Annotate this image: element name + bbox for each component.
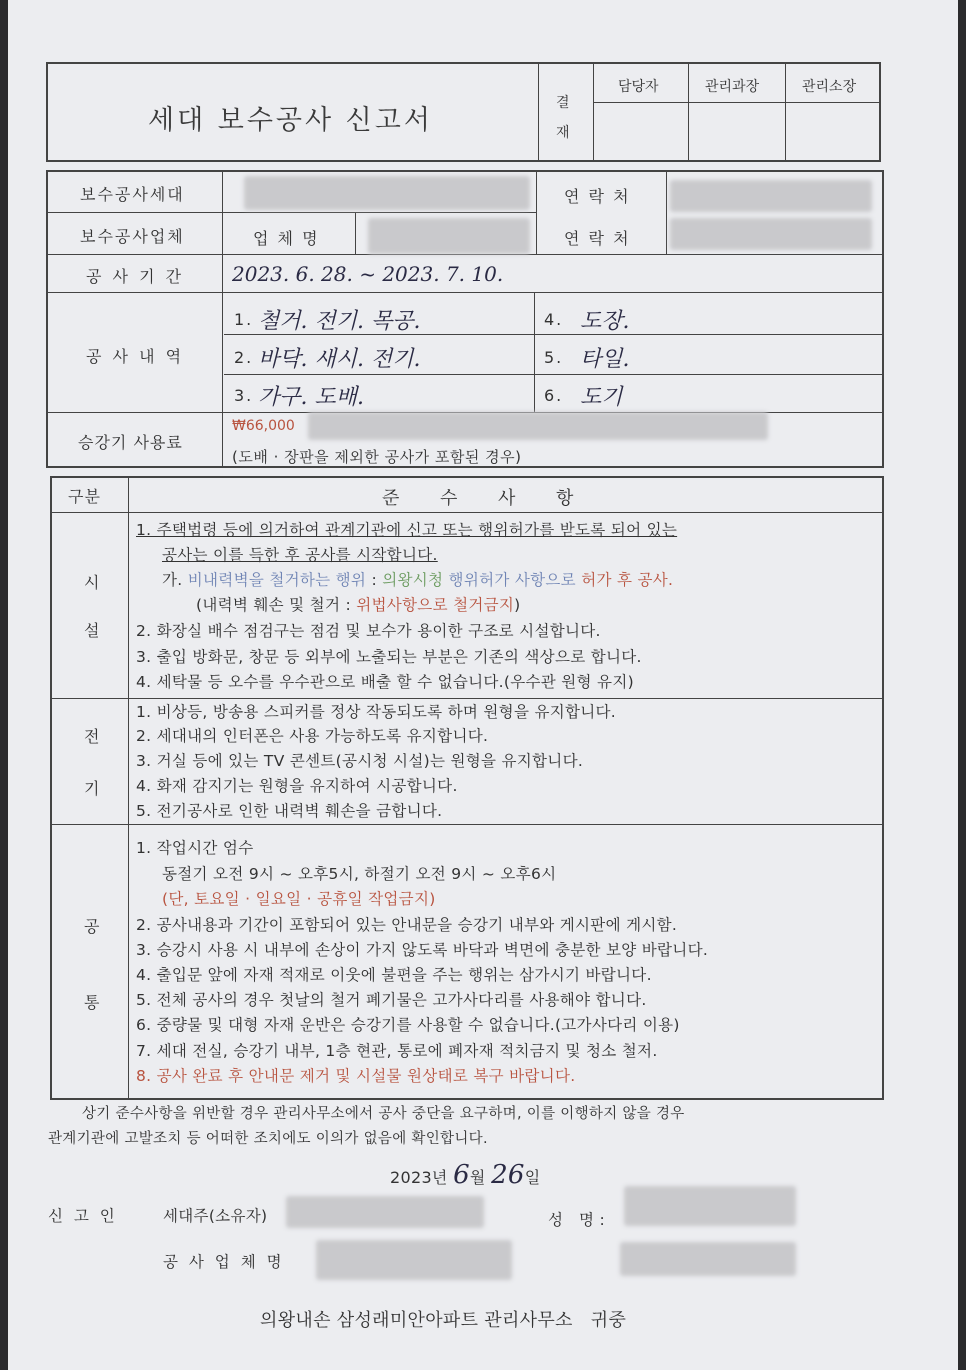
works-label: 공 사 내 역 — [86, 347, 185, 366]
date-month: 6 — [453, 1160, 470, 1190]
common-rule-4: 4. 출입문 앞에 자재 적재로 이웃에 불편을 주는 행위는 삼가시기 바랍니다. — [136, 966, 652, 984]
facility-rule-3: 3. 출입 방화문, 창문 등 외부에 노출되는 부분은 기존의 색상으로 합니다. — [136, 648, 642, 666]
elevator-fee-value: ₩66,000 — [232, 418, 295, 434]
redacted-contact-1 — [670, 180, 872, 212]
facility-rule-2: 2. 화장실 배수 점검구는 점검 및 보수가 용이한 구조로 시설합니다. — [136, 622, 601, 640]
bearing-wall-prefix: (내력벽 훼손 및 철거 : — [196, 596, 357, 614]
electric-rule-5: 5. 전기공사로 인한 내력벽 훼손을 금합니다. — [136, 802, 443, 820]
work-num-3: 3. — [234, 386, 254, 405]
electric-rule-4: 4. 화재 감지기는 원형을 유지하여 시공합니다. — [136, 777, 458, 795]
period-value: 2023. 6. 28. ~ 2023. 7. 10. — [232, 262, 504, 286]
facility-rule-1b: 공사는 이를 득한 후 공사를 시작합니다. — [162, 546, 438, 564]
common-rule-1: 1. 작업시간 엄수 — [136, 839, 254, 857]
date-month-unit: 월 — [469, 1168, 486, 1187]
approval-col-manager: 관리과장 — [705, 79, 760, 95]
title-block — [46, 62, 881, 162]
contractor-label: 보수공사업체 — [80, 227, 185, 246]
electric-rule-3: 3. 거실 등에 있는 TV 콘센트(공시청 시설)는 원형을 유지합니다. — [136, 752, 584, 770]
common-rule-3: 3. 승강시 사용 시 내부에 손상이 가지 않도록 바닥과 벽면에 충분한 보양 바랍니다. — [136, 941, 709, 959]
work-num-6: 6. — [544, 386, 564, 405]
approval-label-top: 결 — [556, 95, 572, 111]
section-electric-1: 전 — [84, 727, 102, 746]
ga-permit: 행위허가 사항으로 — [448, 571, 576, 589]
date-year: 2023 — [390, 1168, 432, 1187]
ga-city-hall: 의왕시청 — [382, 571, 444, 589]
facility-rule-ga — [162, 568, 673, 590]
date-year-unit: 년 — [431, 1168, 448, 1187]
facility-rule-4: 4. 세탁물 등 오수를 우수관으로 배출 할 수 없습니다.(우수관 원형 유지) — [136, 673, 634, 691]
ga-prefix: 가. — [162, 571, 183, 589]
statement-line-1: 상기 준수사항을 위반할 경우 관리사무소에서 공사 중단을 요구하며, 이를 이행하지 않을 경우 — [82, 1106, 685, 1122]
rules-header-category: 구분 — [68, 487, 101, 506]
contact-label-1: 연 락 처 — [564, 187, 631, 206]
name-label: 성 명 : — [548, 1211, 605, 1229]
section-facility-2: 설 — [84, 621, 102, 640]
common-rule-1-exception: (단, 토요일 · 일요일 · 공휴일 작업금지) — [162, 890, 436, 908]
period-label: 공 사 기 간 — [86, 267, 185, 286]
addressee: 의왕내손 삼성래미안아파트 관리사무소 귀중 — [260, 1310, 627, 1331]
document-page — [8, 0, 958, 1370]
redacted-owner — [286, 1196, 484, 1228]
work-item-3: 가구. 도배. — [258, 385, 364, 410]
redacted-contact-2 — [670, 218, 872, 250]
work-item-2: 바닥. 새시. 전기. — [258, 347, 421, 372]
common-rule-7: 7. 세대 전실, 승강기 내부, 1층 현관, 통로에 폐자재 적치금지 및 청소 철저. — [136, 1042, 658, 1060]
section-electric-2: 기 — [84, 779, 102, 798]
facility-rule-bearing-wall — [196, 593, 521, 615]
common-rule-6: 6. 중량물 및 대형 자재 운반은 승강기를 사용할 수 없습니다.(고가사다리 이용) — [136, 1016, 680, 1034]
common-rule-1-hours: 동절기 오전 9시 ~ 오후5시, 하절기 오전 9시 ~ 오후6시 — [162, 865, 557, 883]
bearing-wall-suffix: ) — [514, 596, 521, 614]
ga-after-permit: 허가 후 공사. — [581, 571, 674, 589]
ga-colon: : — [371, 571, 377, 589]
work-item-5: 타일. — [580, 347, 630, 372]
work-num-4: 4. — [544, 310, 564, 329]
electric-rule-2: 2. 세대내의 인터폰은 사용 가능하도록 유지합니다. — [136, 727, 489, 745]
redacted-household — [244, 176, 530, 210]
common-rule-2: 2. 공사내용과 기간이 포함되어 있는 안내문을 승강기 내부와 게시판에 게시함. — [136, 916, 678, 934]
work-item-6: 도기 — [580, 385, 623, 410]
electric-rule-1: 1. 비상등, 방송용 스피커를 정상 작동되도록 하며 원형을 유지합니다. — [136, 703, 617, 721]
work-num-2: 2. — [234, 348, 254, 367]
approval-col-chief: 관리소장 — [802, 79, 857, 95]
work-item-4: 도장. — [580, 309, 630, 334]
work-num-1: 1. — [234, 310, 254, 329]
reporter-label: 신 고 인 — [48, 1207, 118, 1225]
company-name-label: 업 체 명 — [253, 229, 320, 248]
ga-wall-removal: 비내력벽을 철거하는 행위 — [187, 571, 367, 589]
facility-rule-1a: 1. 주택법령 등에 의거하여 관계기관에 신고 또는 행위허가를 받도록 되어 있는 — [136, 521, 678, 539]
owner-label: 세대주(소유자) — [163, 1207, 268, 1225]
redacted-company — [368, 218, 530, 254]
work-num-5: 5. — [544, 348, 564, 367]
document-title: 세대 보수공사 신고서 — [148, 105, 433, 136]
approval-col-staff: 담당자 — [618, 79, 659, 95]
date-day: 26 — [491, 1160, 525, 1190]
rules-header-items: 준 수 사 항 — [382, 488, 576, 509]
approval-label-bottom: 재 — [556, 125, 572, 141]
common-rule-8: 8. 공사 완료 후 안내문 제거 및 시설물 원상태로 복구 바랍니다. — [136, 1067, 576, 1085]
household-label: 보수공사세대 — [80, 185, 185, 204]
statement-line-2: 관계기관에 고발조치 등 어떠한 조치에도 이의가 없음에 확인합니다. — [48, 1131, 488, 1147]
section-common-2: 통 — [84, 993, 102, 1012]
redacted-name — [624, 1186, 796, 1226]
elevator-fee-label: 승강기 사용료 — [78, 433, 183, 452]
redacted-company-sign-1 — [316, 1240, 512, 1280]
section-common-1: 공 — [84, 917, 102, 936]
redacted-fee-detail — [308, 412, 768, 440]
bearing-wall-prohibited: 위법사항으로 철거금지 — [356, 596, 515, 614]
company-name-signature-label: 공 사 업 체 명 — [163, 1253, 285, 1271]
contact-label-2: 연 락 처 — [564, 229, 631, 248]
common-rule-5: 5. 전체 공사의 경우 첫날의 철거 폐기물은 고가사다리를 사용해야 합니다. — [136, 991, 647, 1009]
section-facility-1: 시 — [84, 573, 102, 592]
work-item-1: 철거. 전기. 목공. — [258, 309, 421, 334]
redacted-company-sign-2 — [620, 1242, 796, 1276]
report-date — [390, 1160, 541, 1190]
elevator-fee-note: (도배 · 장판을 제외한 공사가 포함된 경우) — [232, 448, 522, 466]
date-day-unit: 일 — [524, 1168, 541, 1187]
